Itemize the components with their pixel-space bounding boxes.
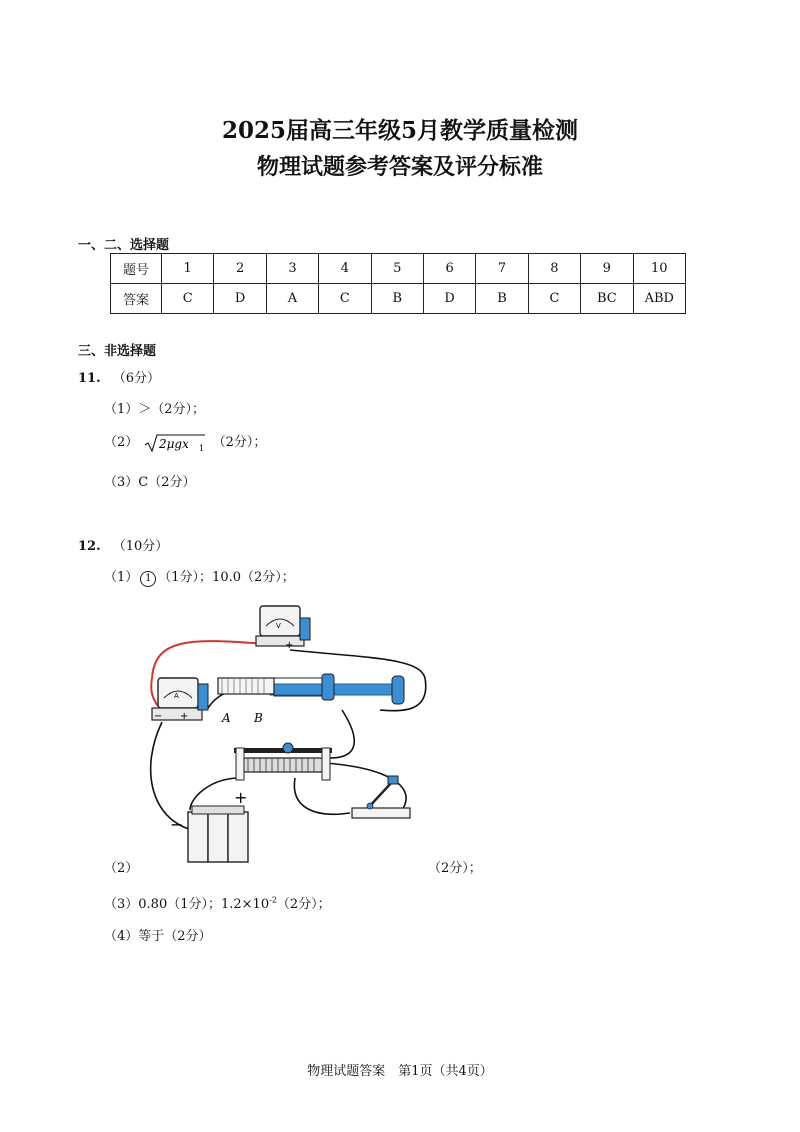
circuit-diagram [130,598,450,873]
sqrt-symbol [144,433,206,453]
table-row-answers [111,284,686,314]
wire-rheostat-to-battery [190,778,240,810]
answer-cell: D [423,284,475,314]
table-row-numbers [111,254,686,284]
wire-voltmeter-to-bar [290,650,426,711]
q12-part2-score: （2分）； [428,861,482,876]
q11-part2-prefix: （2） [104,435,139,450]
rheostat [234,743,332,780]
answer-cell: C [528,284,580,314]
label-a: A [222,711,231,725]
q12-label: 12. [78,539,101,554]
row-label-number: 题号 [111,254,162,284]
document-title: 2025届高三年级5月教学质量检测 [221,117,579,144]
q11-part3: （3）C（2分） [104,475,196,490]
q11-header [78,367,160,386]
q11-part2 [104,431,266,453]
ammeter-symbol: A [174,692,179,700]
q12-part3-exponent: -2 [269,895,277,905]
question-number: 3 [266,254,318,284]
wire-switch-return [325,763,406,813]
question-number: 10 [633,254,685,284]
q12-part1-prefix: （1） [104,570,139,585]
measuring-bar [218,674,404,725]
question-number: 9 [581,254,633,284]
question-number: 5 [371,254,423,284]
q12-part4: （4）等于（2分） [104,929,212,944]
question-number: 6 [423,254,475,284]
sqrt-formula-text: 2μgx [159,436,190,451]
wire-rheostat-to-switch [294,778,350,814]
question-number: 1 [162,254,214,284]
sqrt-formula [144,433,206,453]
answer-cell: BC [581,284,633,314]
q12-part2-prefix: （2） [104,861,139,876]
answer-cell: B [371,284,423,314]
q12-score: （10分） [112,539,169,554]
sqrt-formula-subscript: 1 [199,443,205,453]
wire-bar-to-rheostat [330,710,354,758]
voltmeter-plus-sign: + [285,640,294,651]
battery-minus: − [170,815,184,834]
q11-part1-prefix: （1） [104,402,139,417]
answer-cell: C [162,284,214,314]
q11-part1 [104,398,205,417]
document-subtitle: 物理试题参考答案及评分标准 [256,154,543,180]
switch [352,776,410,818]
label-b: B [254,711,263,725]
q11-part1-answer: ＞（2分）； [138,402,206,417]
answer-cell: D [214,284,266,314]
page-footer: 物理试题答案 第1页（共4页） [307,1064,493,1079]
question-number: 8 [528,254,580,284]
battery-pack [170,788,248,862]
q12-part3 [104,893,331,912]
ammeter [152,678,208,722]
circled-number: 1 [140,571,156,587]
section-multiple-choice-heading: 一、二、选择题 [78,238,170,253]
answer-table [110,253,686,314]
voltmeter [256,606,310,651]
battery-plus: + [234,788,248,807]
q11-part2-score: （2分）； [212,435,267,450]
question-number: 4 [319,254,371,284]
q12-part3-score: （2分）； [276,897,331,912]
q12-part1-rest: （1分）；10.0（2分）； [158,570,295,585]
ammeter-minus-sign: − [154,711,163,722]
answer-cell: ABD [633,284,685,314]
q12-part3-text: （3）0.80（1分）；1.2×10 [104,897,270,912]
section-non-choice-heading: 三、非选择题 [78,344,157,359]
row-label-answer: 答案 [111,284,162,314]
answer-cell: B [476,284,528,314]
q12-part1 [104,566,295,587]
q12-header [78,535,168,554]
wire-ammeter-to-battery [151,722,192,830]
q11-label: 11. [78,371,101,386]
q11-score: （6分） [112,371,161,386]
question-number: 7 [476,254,528,284]
ammeter-plus-sign: + [180,711,189,722]
answer-cell: A [266,284,318,314]
question-number: 2 [214,254,266,284]
answer-cell: C [319,284,371,314]
voltmeter-symbol: V [276,622,281,630]
